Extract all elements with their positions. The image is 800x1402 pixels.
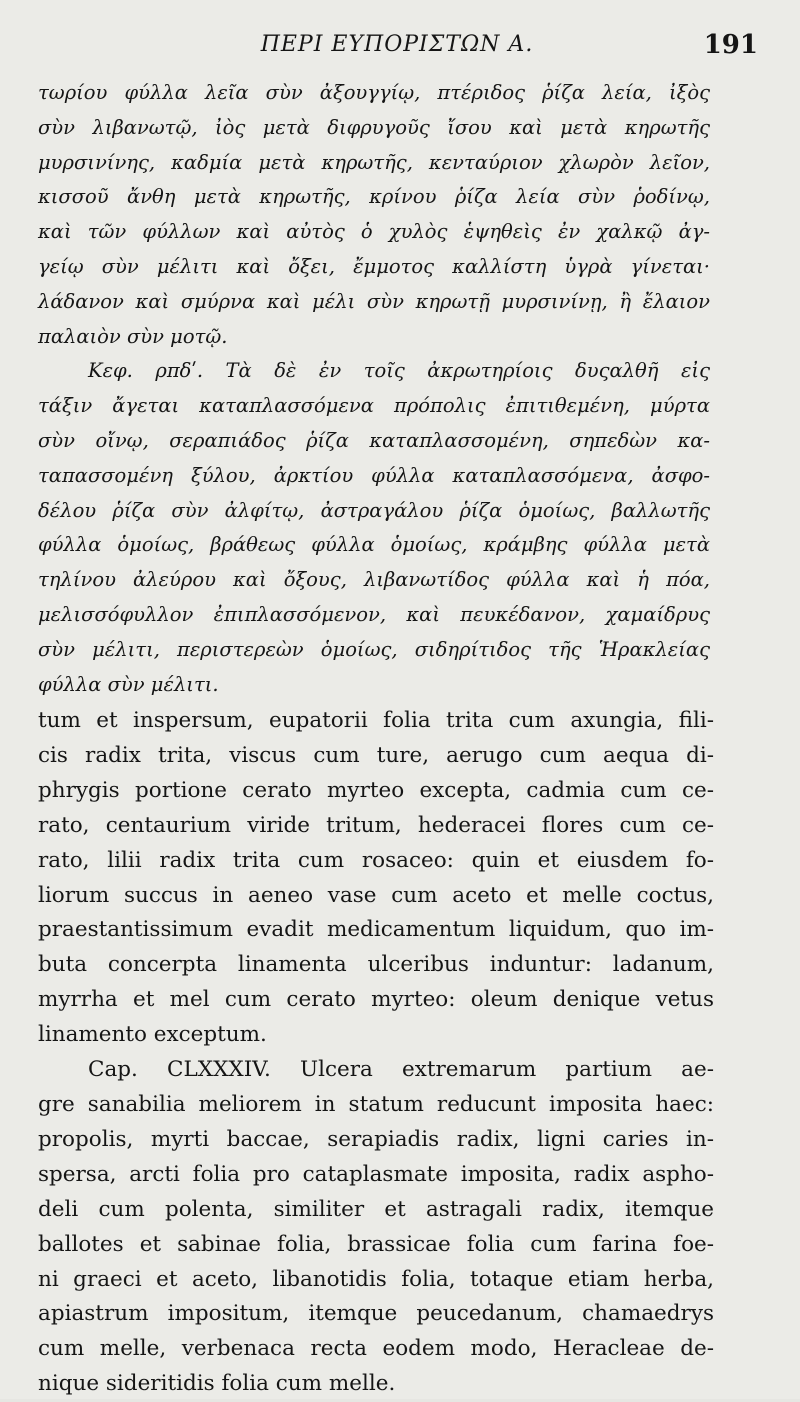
greek-line: τάξιν ἄγεται καταπλασσόμενα πρόπολις ἐπιτιθεμένη, μύρτα xyxy=(38,394,710,418)
latin-line: rato, lilii radix trita cum rosaceo: quin et eiusdem fo- xyxy=(38,847,714,873)
greek-line: μελισσόφυλλον ἐπιπλασσόμενον, καὶ πευκέδανον, χαμαίδρυς xyxy=(38,602,710,626)
greek-line: δέλου ῥίζα σὺν ἀλφίτῳ, ἀστραγάλου ῥίζα ὁμοίως, βαλλωτῆς xyxy=(38,498,710,522)
running-head xyxy=(36,30,758,66)
greek-line: φύλλα σὺν μέλιτι. xyxy=(38,672,219,696)
latin-chapter-heading-line: Cap. CLXXXIV. Ulcera extremarum partium ae- xyxy=(88,1057,714,1083)
greek-line: ταπασσομένη ξύλου, ἀρκτίου φύλλα καταπλασσόμενα, ἀσφο- xyxy=(38,463,710,487)
greek-line: παλαιὸν σὺν μοτῷ. xyxy=(38,324,228,348)
latin-line: praestantissimum evadit medicamentum liquidum, quo im- xyxy=(38,917,714,943)
running-title: ΠΕΡΙ ΕΥΠΟΡΙΣΤΩΝ Α. xyxy=(260,32,534,57)
greek-line: γείῳ σὺν μέλιτι καὶ ὄξει, ἔμμοτος καλλίστη ὑγρὰ γίνεται· xyxy=(38,254,710,278)
greek-line: μυρσινίνης, καδμία μετὰ κηρωτῆς, κενταύριον χλωρὸν λεῖον, xyxy=(38,150,710,174)
latin-line: gre sanabilia meliorem in statum reducunt imposita haec: xyxy=(38,1091,714,1117)
latin-line: myrrha et mel cum cerato myrteo: oleum denique vetus xyxy=(38,987,714,1013)
greek-line: τηλίνου ἀλεύρου καὶ ὄξους, λιβανωτίδος φύλλα καὶ ἡ πόα, xyxy=(38,568,710,592)
latin-line: liorum succus in aeneo vase cum aceto et melle coctus, xyxy=(38,882,714,908)
greek-line: σὺν οἴνῳ, σεραπιάδος ῥίζα καταπλασσομένη, σηπεδὼν κα- xyxy=(38,428,710,452)
latin-line: ni graeci et aceto, libanotidis folia, totaque etiam herba, xyxy=(38,1266,714,1292)
latin-line: rato, centaurium viride tritum, hederacei flores cum ce- xyxy=(38,812,714,838)
latin-line: ballotes et sabinae folia, brassicae folia cum farina foe- xyxy=(38,1231,714,1257)
greek-text-block xyxy=(38,76,710,702)
latin-text-block xyxy=(38,704,714,1402)
greek-chapter-heading-line: Κεφ. ρπδʹ. Τὰ δὲ ἐν τοῖς ἀκρωτηρίοις δυςαλθῆ εἰς xyxy=(88,359,710,383)
greek-line: σὺν μέλιτι, περιστερεὼν ὁμοίως, σιδηρίτιδος τῆς Ἡρακλείας xyxy=(38,637,710,661)
latin-line: spersa, arcti folia pro cataplasmate imposita, radix aspho- xyxy=(38,1161,714,1187)
latin-line: apiastrum impositum, itemque peucedanum, chamaedrys xyxy=(38,1301,714,1327)
latin-line: nique sideritidis folia cum melle. xyxy=(38,1371,396,1397)
latin-line: phrygis portione cerato myrteo excepta, cadmia cum ce- xyxy=(38,777,714,803)
page-number: 191 xyxy=(703,30,758,60)
greek-line: λάδανον καὶ σμύρνα καὶ μέλι σὺν κηρωτῇ μυρσινίνῃ, ἢ ἔλαιον xyxy=(38,289,710,313)
greek-line: σὺν λιβανωτῷ, ἰὸς μετὰ διφρυγοῦς ἴσου καὶ μετὰ κηρωτῆς xyxy=(38,115,710,139)
greek-line: τωρίου φύλλα λεῖα σὺν ἀξουγγίῳ, πτέριδος ῥίζα λεία, ἰξὸς xyxy=(38,81,710,104)
latin-line: deli cum polenta, similiter et astragali radix, itemque xyxy=(38,1196,714,1222)
latin-line: tum et inspersum, eupatorii folia trita cum axungia, fili- xyxy=(38,708,714,733)
greek-line: φύλλα ὁμοίως, βράθεως φύλλα ὁμοίως, κράμβης φύλλα μετὰ xyxy=(38,533,710,557)
latin-line: buta concerpta linamenta ulceribus induntur: ladanum, xyxy=(38,952,714,978)
greek-line: κισσοῦ ἄνθη μετὰ κηρωτῆς, κρίνου ῥίζα λεία σὺν ῥοδίνῳ, xyxy=(38,185,710,209)
latin-line: cis radix trita, viscus cum ture, aerugo cum aequa di- xyxy=(38,742,714,768)
greek-line: καὶ τῶν φύλλων καὶ αὐτὸς ὁ χυλὸς ἑψηθεὶς ἐν χαλκῷ ἀγ- xyxy=(38,220,710,244)
latin-line: propolis, myrti baccae, serapiadis radix, ligni caries in- xyxy=(38,1126,714,1152)
latin-line: cum melle, verbenaca recta eodem modo, Heracleae de- xyxy=(38,1336,714,1362)
latin-line: linamento exceptum. xyxy=(38,1022,267,1048)
